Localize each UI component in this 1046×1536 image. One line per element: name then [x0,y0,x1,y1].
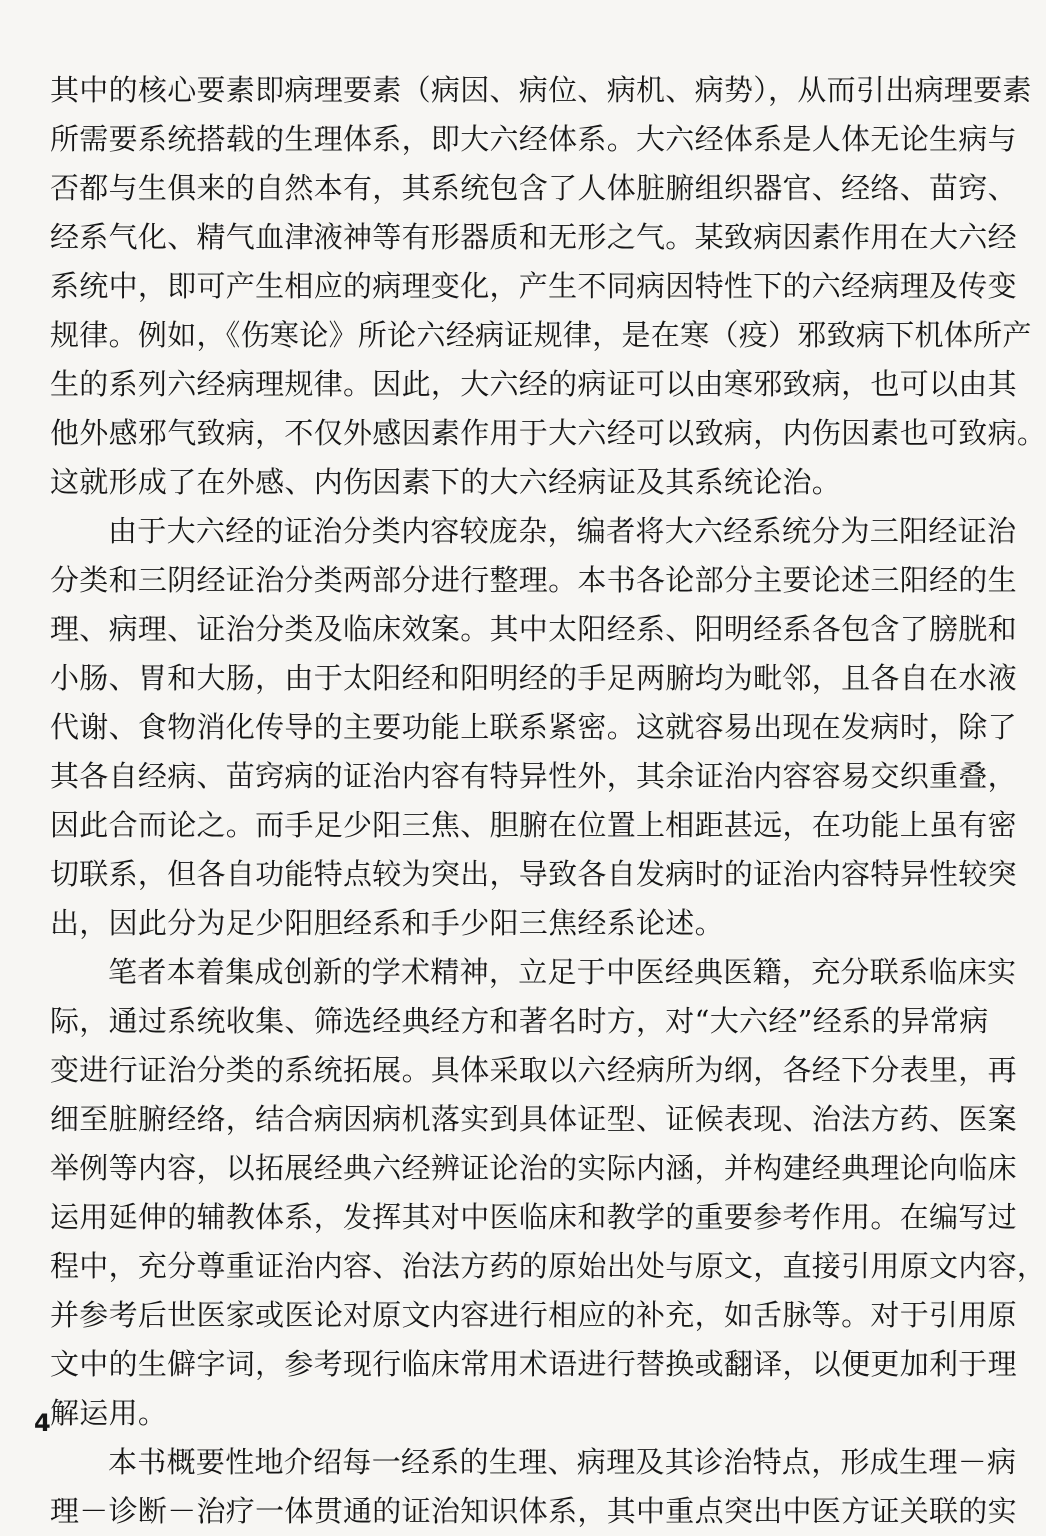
text-line: 否都与生俱来的自然本有，其系统包含了人体脏腑组织器官、经络、苗窍、 [50,171,1017,205]
text-line: 因此合而论之。而手足少阳三焦、胆腑在位置上相距甚远，在功能上虽有密 [50,808,1017,842]
text-line: 系统中，即可产生相应的病理变化，产生不同病因特性下的六经病理及传变 [50,269,1017,303]
text-line: 由于大六经的证治分类内容较庞杂，编者将大六经系统分为三阳经证治 [108,514,1017,548]
text-line: 变进行证治分类的系统拓展。具体采取以六经病所为纲，各经下分表里，再 [50,1053,1017,1087]
text-line: 程中，充分尊重证治内容、治法方药的原始出处与原文，直接引用原文内容， [50,1249,1046,1283]
text-line: 其中的核心要素即病理要素（病因、病位、病机、病势），从而引出病理要素 [50,73,1032,107]
page-number: 4 [34,1409,51,1437]
text-line: 代谢、食物消化传导的主要功能上联系紧密。这就容易出现在发病时，除了 [50,710,1017,744]
text-line: 他外感邪气致病，不仅外感因素作用于大六经可以致病，内伤因素也可致病。 [50,416,1046,450]
body-text [50,66,1046,1536]
text-line: 分类和三阴经证治分类两部分进行整理。本书各论部分主要论述三阳经的生 [50,563,1017,597]
text-line: 运用延伸的辅教体系，发挥其对中医临床和教学的重要参考作用。在编写过 [50,1200,1017,1234]
text-line: 这就形成了在外感、内伤因素下的大六经病证及其系统论治。 [50,465,842,499]
text-line: 所需要系统搭载的生理体系，即大六经体系。大六经体系是人体无论生病与 [50,122,1017,156]
text-line: 本书概要性地介绍每一经系的生理、病理及其诊治特点，形成生理－病 [108,1445,1017,1479]
text-line: 生的系列六经病理规律。因此，大六经的病证可以由寒邪致病，也可以由其 [50,367,1017,401]
text-line: 其各自经病、苗窍病的证治内容有特异性外，其余证治内容容易交织重叠， [50,759,1017,793]
paragraph [50,948,1046,1438]
paragraph [50,1438,1017,1536]
text-line: 际，通过系统收集、筛选经典经方和著名时方，对“大六经”经系的异常病 [50,1004,989,1038]
text-line: 笔者本着集成创新的学术精神，立足于中医经典医籍，充分联系临床实 [108,955,1017,989]
text-line: 解运用。 [50,1396,168,1430]
text-line: 理－诊断－治疗一体贯通的证治知识体系，其中重点突出中医方证关联的实 [50,1494,1017,1528]
text-line: 文中的生僻字词，参考现行临床常用术语进行替换或翻译，以便更加利于理 [50,1347,1017,1381]
text-line: 切联系，但各自功能特点较为突出，导致各自发病时的证治内容特异性较突 [50,857,1017,891]
paragraph [50,507,1017,948]
text-line: 举例等内容，以拓展经典六经辨证论治的实际内涵，并构建经典理论向临床 [50,1151,1017,1185]
text-line: 规律。例如，《伤寒论》所论六经病证规律，是在寒（疫）邪致病下机体所产 [50,318,1032,352]
paragraph [50,66,1046,507]
text-line: 出，因此分为足少阳胆经系和手少阳三焦经系论述。 [50,906,724,940]
text-line: 细至脏腑经络，结合病因病机落实到具体证型、证候表现、治法方药、医案 [50,1102,1017,1136]
text-line: 小肠、胃和大肠，由于太阳经和阳明经的手足两腑均为毗邻，且各自在水液 [50,661,1017,695]
text-line: 并参考后世医家或医论对原文内容进行相应的补充，如舌脉等。对于引用原 [50,1298,1017,1332]
text-line: 理、病理、证治分类及临床效案。其中太阳经系、阳明经系各包含了膀胱和 [50,612,1017,646]
text-line: 经系气化、精气血津液神等有形器质和无形之气。某致病因素作用在大六经 [50,220,1017,254]
